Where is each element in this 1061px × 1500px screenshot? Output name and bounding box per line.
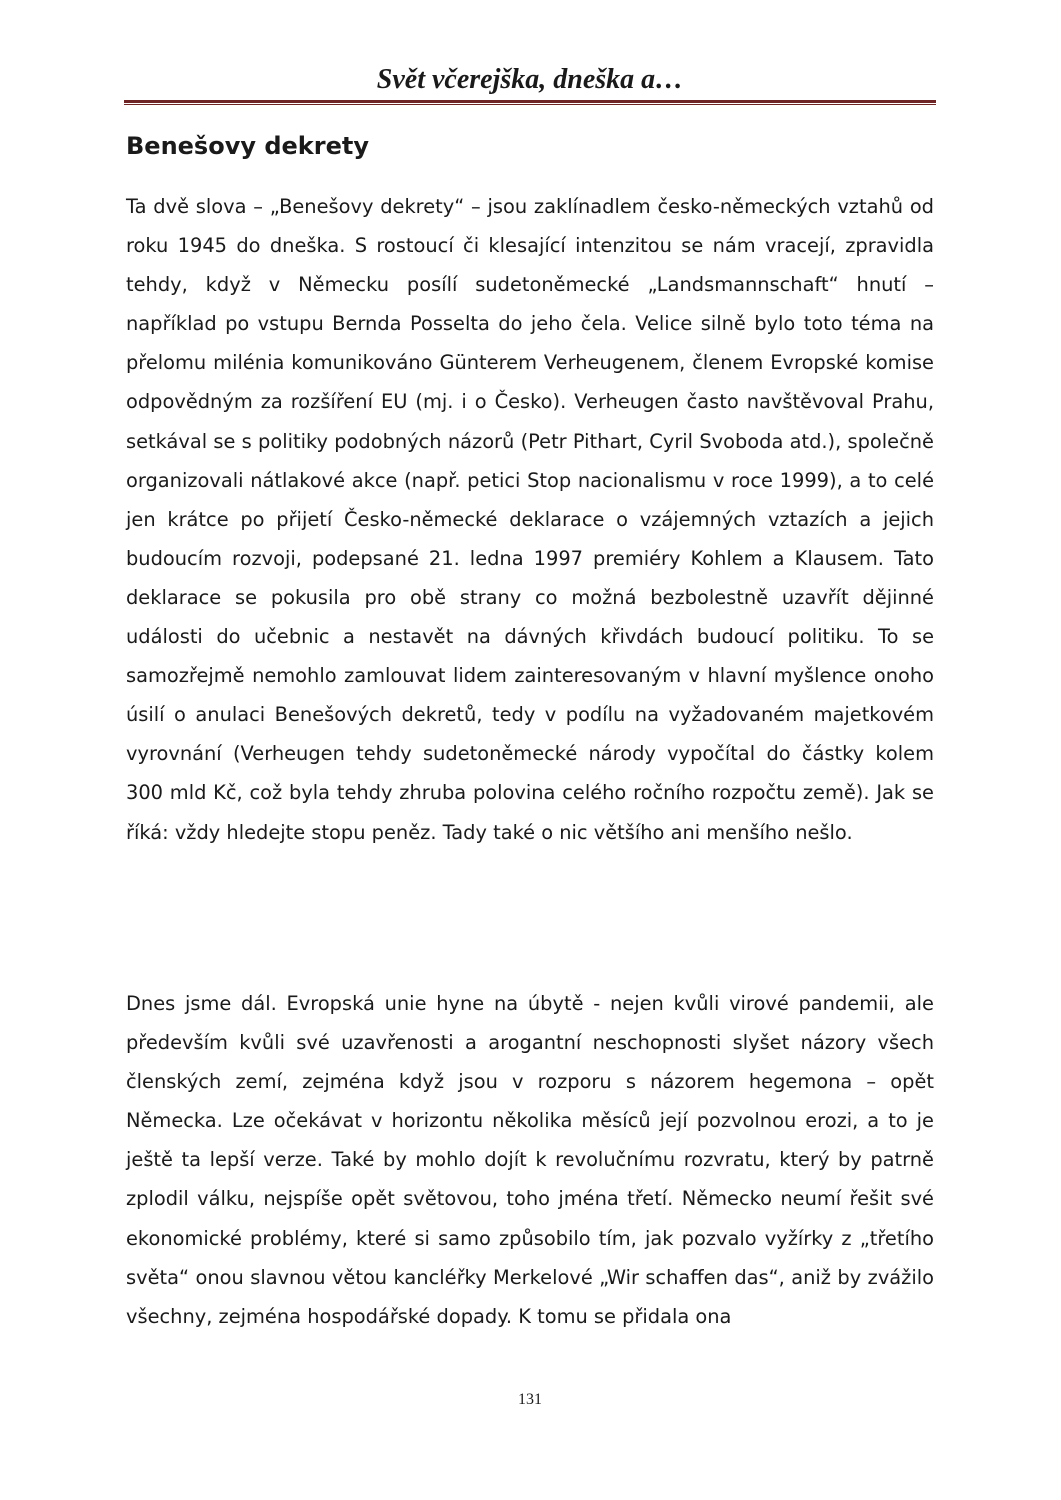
page-number: 131 [518,1391,542,1408]
section-heading: Benešovy dekrety [126,132,369,160]
running-header-title: Svět včerejška, dneška a… [376,64,684,95]
body-paragraph-2: Dnes jsme dál. Evropská unie hyne na úbytě - nejen kvůli virové pandemii, ale především kvůli své uzavřenosti a arogantní neschopnosti slyšet názory všech členských zemí, zejména když jsou v rozporu s názorem hegemona – opět Německa. Lze očekávat v horizontu několika měsíců její pozvolnou erozi, a to je ještě ta lepší verze. Také by mohlo dojít k revolučnímu rozvratu, který by patrně zplodil válku, nejspíše opět světovou, toho jména třetí. Německo neumí řešit své ekonomické problémy, které si samo způsobilo tím, jak pozvalo vyžírky z „třetího světa“ onou slavnou větou kancléřky Merkelové „Wir schaffen das“, aniž by zvážilo všechny, zejména hospodářské dopady. K tomu se přidala ona [126,992,934,1328]
header-divider [124,100,936,105]
body-paragraph-1: Ta dvě slova – „Benešovy dekrety“ – jsou zaklínadlem česko-německých vztahů od roku 1945 do dneška. S rostoucí či klesající intenzitou se nám vracejí, zpravidla tehdy, když v Německu posílí sudetoněmecké „Landsmannschaft“ hnutí – například po vstupu Bernda Posselta do jeho čela. Velice silně bylo toto téma na přelomu milénia komunikováno Günterem Verheugenem, členem Evropské komise odpovědným za rozšíření EU (mj. i o Česko). Verheugen často navštěvoval Prahu, setkával se s politiky podobných názorů (Petr Pithart, Cyril Svoboda atd.), společně organizovali nátlakové akce (např. petici Stop nacionalismu v roce 1999), a to celé jen krátce po přijetí Česko-německé deklarace o vzájemných vztazích a jejich budoucím rozvoji, podepsané 21. ledna 1997 premiéry Kohlem a Klausem. Tato deklarace se pokusila pro obě strany co možná bezbolestně uzavřít dějinné události do učebnic a nestavět na dávných křivdách budoucí politiku. To se samozřejmě nemohlo zamlouvat lidem zainteresovaným v hlavní myšlence onoho úsilí o anulaci Benešových dekretů, tedy v podílu na vyžadovaném majetkovém vyrovnání (Verheugen tehdy sudetoněmecké národy vypočítal do částky kolem 300 mld Kč, což byla tehdy zhruba polovina celého ročního rozpočtu země). Jak se říká: vždy hledejte stopu peněz. Tady také o nic většího ani menšího nešlo. [126,195,934,844]
